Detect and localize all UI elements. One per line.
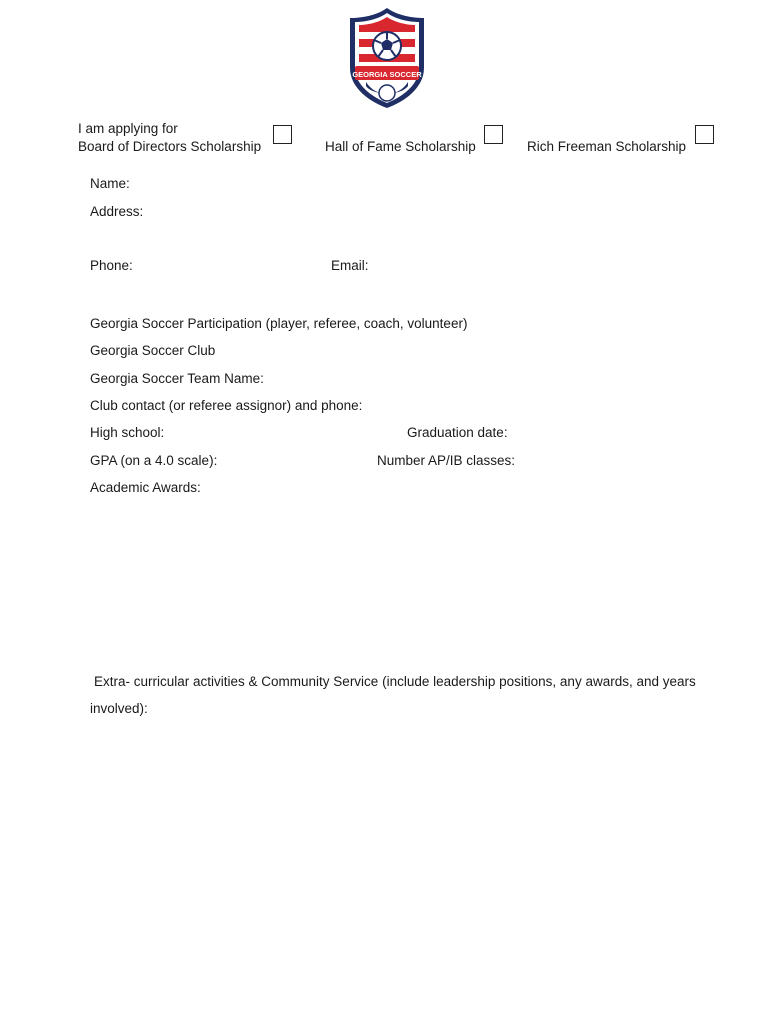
address-label: Address: bbox=[90, 204, 144, 219]
svg-text:GEORGIA SOCCER: GEORGIA SOCCER bbox=[352, 70, 422, 79]
georgia-soccer-logo bbox=[346, 6, 428, 110]
option-hall-of-fame-label: Hall of Fame Scholarship bbox=[325, 139, 476, 154]
hall-of-fame-checkbox[interactable] bbox=[484, 125, 503, 144]
high-school-label: High school: bbox=[90, 425, 165, 440]
academic-awards-label: Academic Awards: bbox=[90, 480, 201, 495]
extra-curricular-label-line1: Extra- curricular activities & Community Service (include leadership positions, any awards, and years bbox=[94, 674, 696, 689]
board-of-directors-checkbox[interactable] bbox=[273, 125, 292, 144]
applying-intro: I am applying for bbox=[78, 121, 178, 136]
option-rich-freeman-label: Rich Freeman Scholarship bbox=[527, 139, 687, 154]
gpa-label: GPA (on a 4.0 scale): bbox=[90, 453, 218, 468]
graduation-date-label: Graduation date: bbox=[407, 425, 508, 440]
rich-freeman-checkbox[interactable] bbox=[695, 125, 714, 144]
club-label: Georgia Soccer Club bbox=[90, 343, 216, 358]
club-contact-label: Club contact (or referee assignor) and phone: bbox=[90, 398, 363, 413]
extra-curricular-label-line2: involved): bbox=[90, 701, 148, 716]
option-board-label: Board of Directors Scholarship bbox=[78, 139, 262, 154]
name-label: Name: bbox=[90, 176, 130, 191]
participation-label: Georgia Soccer Participation (player, referee, coach, volunteer) bbox=[90, 316, 468, 331]
ap-ib-label: Number AP/IB classes: bbox=[377, 453, 516, 468]
phone-label: Phone: bbox=[90, 258, 133, 273]
team-name-label: Georgia Soccer Team Name: bbox=[90, 371, 264, 386]
soccer-ball-shield-icon bbox=[346, 6, 428, 110]
email-label: Email: bbox=[331, 258, 369, 273]
